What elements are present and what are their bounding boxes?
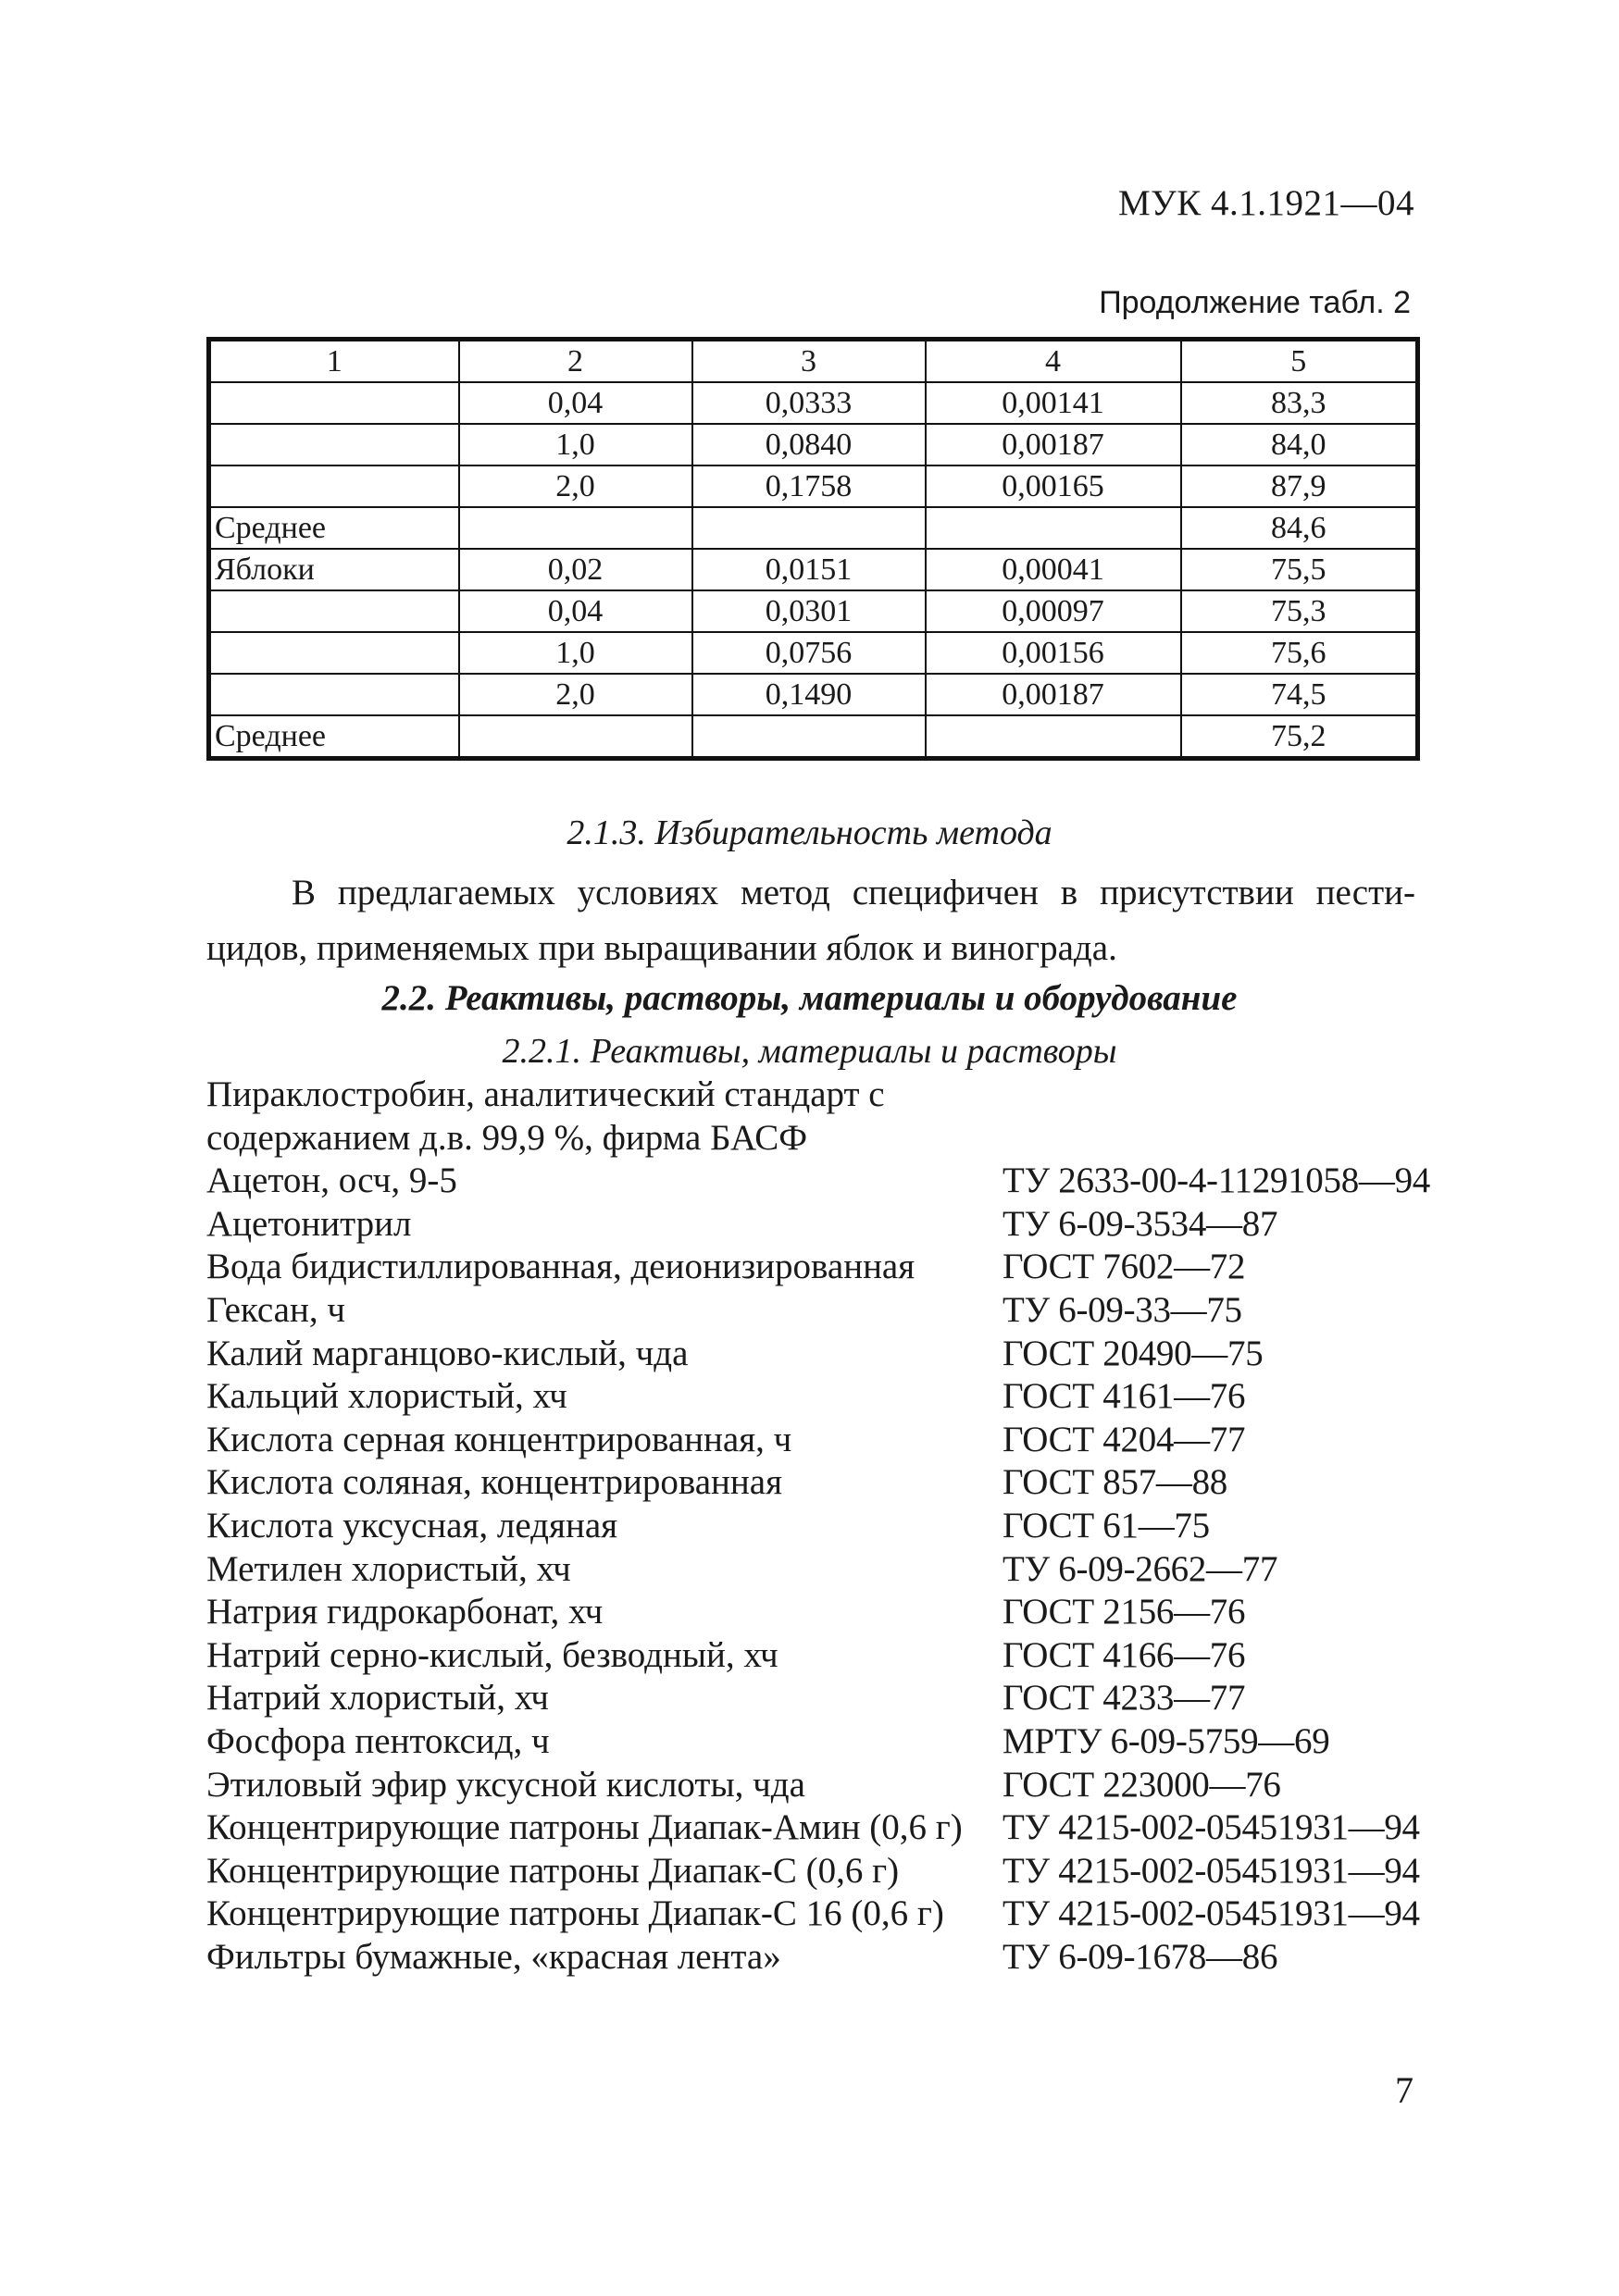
table-cell: 0,1490 — [692, 674, 926, 715]
reagent-spec: ТУ 4215-002-05451931—94 — [1003, 1850, 1420, 1891]
table-cell — [926, 715, 1181, 759]
reagent-item — [206, 1289, 1447, 1333]
reagent-name: Кислота соляная, концентрированная — [206, 1462, 783, 1503]
table-cell: 2,0 — [459, 674, 692, 715]
column-header: 3 — [692, 340, 926, 383]
table-cell: 75,6 — [1181, 632, 1418, 674]
section-2-1-3-paragraph — [206, 865, 1415, 976]
table-cell: 84,6 — [1181, 507, 1418, 549]
reagent-spec: ГОСТ 4161—76 — [1003, 1376, 1246, 1417]
reagent-name: Концентрирующие патроны Диапак-Амин (0,6 г) — [206, 1807, 963, 1848]
reagent-item — [206, 1893, 1447, 1936]
table-cell: Среднее — [209, 507, 459, 549]
reagent-item — [206, 1419, 1447, 1462]
table-cell: 0,1758 — [692, 465, 926, 507]
column-header: 5 — [1181, 340, 1418, 383]
table-cell: 0,0840 — [692, 424, 926, 465]
reagent-spec: ГОСТ 4233—77 — [1003, 1678, 1246, 1719]
reagent-spec: ГОСТ 7602—72 — [1003, 1247, 1246, 1287]
table-cell: 0,00187 — [926, 674, 1181, 715]
table-row — [209, 507, 1418, 549]
reagent-name: Натрий серно-кислый, безводный, хч — [206, 1634, 778, 1675]
reagent-spec: ГОСТ 61—75 — [1003, 1505, 1210, 1545]
reagent-item — [206, 1461, 1447, 1505]
table-cell: 0,0756 — [692, 632, 926, 674]
reagent-item — [206, 1246, 1447, 1289]
table-row — [209, 632, 1418, 674]
reagent-name: Ацетонитрил — [206, 1203, 412, 1244]
table-cell: 0,02 — [459, 549, 692, 590]
reagent-spec: ГОСТ 4166—76 — [1003, 1634, 1246, 1675]
table-cell — [209, 590, 459, 632]
section-2-1-3-title: 2.1.3. Избирательность метода — [567, 813, 1052, 852]
reagent-item — [206, 1936, 1447, 1980]
table-cell: 87,9 — [1181, 465, 1418, 507]
table-cell — [209, 424, 459, 465]
table-cell: 83,3 — [1181, 382, 1418, 424]
reagent-spec: ГОСТ 20490—75 — [1003, 1333, 1264, 1373]
reagent-spec: ТУ 6-09-3534—87 — [1003, 1203, 1278, 1244]
page-number: 7 — [1395, 2069, 1414, 2111]
reagent-item — [206, 1591, 1447, 1634]
reagent-name: Кислота уксусная, ледяная — [206, 1505, 618, 1545]
table-row — [209, 715, 1418, 759]
table-cell — [209, 632, 459, 674]
reagent-spec: ТУ 2633-00-4-11291058—94 — [1003, 1160, 1430, 1201]
reagent-name: Гексан, ч — [206, 1289, 345, 1330]
reagent-name: Кальций хлористый, хч — [206, 1376, 567, 1417]
table-cell: 0,0333 — [692, 382, 926, 424]
column-header: 1 — [209, 340, 459, 383]
reagent-item — [206, 1548, 1447, 1592]
table-cell: 0,04 — [459, 382, 692, 424]
reagent-spec: ТУ 6-09-2662—77 — [1003, 1548, 1278, 1589]
table-cell — [926, 507, 1181, 549]
reagent-spec: ТУ 6-09-1678—86 — [1003, 1936, 1278, 1977]
reagent-name: Концентрирующие патроны Диапак-С 16 (0,6 г) — [206, 1893, 944, 1934]
table-cell: 1,0 — [459, 632, 692, 674]
reagent-name: Натрий хлористый, хч — [206, 1678, 549, 1719]
table-cell: 0,00041 — [926, 549, 1181, 590]
table-cell: 84,0 — [1181, 424, 1418, 465]
table-row — [209, 674, 1418, 715]
reagent-name: Концентрирующие патроны Диапак-С (0,6 г) — [206, 1850, 900, 1891]
reagent-spec: МРТУ 6-09-5759—69 — [1003, 1720, 1330, 1761]
table-caption: Продолжение табл. 2 — [1099, 285, 1411, 320]
reagent-name: Этиловый эфир уксусной кислоты, чда — [206, 1764, 805, 1805]
table-cell — [209, 674, 459, 715]
reagent-name: Кислота серная концентрированная, ч — [206, 1419, 792, 1459]
reagent-name: Фосфора пентоксид, ч — [206, 1720, 550, 1761]
reagent-name: Пираклостробин, аналитический стандарт с — [206, 1074, 885, 1114]
table-cell — [209, 465, 459, 507]
reagent-name: Ацетон, осч, 9-5 — [206, 1160, 457, 1201]
reagent-item — [206, 1850, 1447, 1893]
section-2-2-1-title: 2.2.1. Реактивы, материалы и растворы — [502, 1032, 1117, 1071]
column-header: 2 — [459, 340, 692, 383]
table-cell — [459, 507, 692, 549]
reagent-name: содержанием д.в. 99,9 %, фирма БАСФ — [206, 1117, 808, 1158]
reagent-item — [206, 1333, 1447, 1376]
table-cell: 0,00097 — [926, 590, 1181, 632]
table-row — [209, 590, 1418, 632]
reagents-list — [206, 1074, 1447, 1979]
reagent-spec: ГОСТ 223000—76 — [1003, 1764, 1281, 1805]
reagent-spec: ТУ 4215-002-05451931—94 — [1003, 1807, 1420, 1848]
table-cell: Среднее — [209, 715, 459, 759]
table-cell: 75,2 — [1181, 715, 1418, 759]
table-row — [209, 549, 1418, 590]
reagent-name: Метилен хлористый, хч — [206, 1548, 571, 1589]
table-cell — [692, 507, 926, 549]
table-cell: 0,00165 — [926, 465, 1181, 507]
table-cell — [692, 715, 926, 759]
reagent-spec: ГОСТ 4204—77 — [1003, 1419, 1246, 1459]
reagent-item — [206, 1375, 1447, 1419]
table-cell — [209, 382, 459, 424]
table-cell: 2,0 — [459, 465, 692, 507]
reagent-spec: ГОСТ 2156—76 — [1003, 1592, 1246, 1632]
table-cell: 0,04 — [459, 590, 692, 632]
table-cell: 75,5 — [1181, 549, 1418, 590]
table-row — [209, 382, 1418, 424]
reagent-spec: ГОСТ 857—88 — [1003, 1462, 1228, 1503]
reagent-item — [206, 1074, 1447, 1117]
reagent-name: Калий марганцово-кислый, чда — [206, 1333, 689, 1373]
table-cell: 0,00156 — [926, 632, 1181, 674]
reagent-item — [206, 1677, 1447, 1720]
table-cell: 0,00141 — [926, 382, 1181, 424]
reagent-item — [206, 1160, 1447, 1203]
section-2-2-title: 2.2. Реактивы, растворы, материалы и оборудование — [381, 978, 1238, 1018]
reagent-item — [206, 1764, 1447, 1807]
table-cell: 0,0151 — [692, 549, 926, 590]
reagent-item — [206, 1806, 1447, 1850]
table-cell: 0,0301 — [692, 590, 926, 632]
reagent-name: Натрия гидрокарбонат, хч — [206, 1592, 604, 1632]
table-header-row — [209, 340, 1418, 383]
reagent-name: Вода бидистиллированная, деионизированная — [206, 1247, 915, 1287]
reagent-item — [206, 1117, 1447, 1160]
table-cell — [459, 715, 692, 759]
reagent-spec: ТУ 4215-002-05451931—94 — [1003, 1893, 1420, 1934]
results-table — [206, 337, 1420, 761]
reagent-item — [206, 1505, 1447, 1548]
table-cell: 1,0 — [459, 424, 692, 465]
table-row — [209, 424, 1418, 465]
reagent-spec: ТУ 6-09-33—75 — [1003, 1289, 1242, 1330]
document-code: МУК 4.1.1921—04 — [1117, 183, 1414, 223]
table-row — [209, 465, 1418, 507]
reagent-item — [206, 1634, 1447, 1678]
reagent-name: Фильтры бумажные, «красная лента» — [206, 1936, 781, 1977]
column-header: 4 — [926, 340, 1181, 383]
table-cell: 74,5 — [1181, 674, 1418, 715]
table-cell: 0,00187 — [926, 424, 1181, 465]
paragraph-text: В предлагаемых условиях метод специфичен в присутствии пести-цидов, применяемых при выращивании яблок и винограда. — [206, 873, 1415, 968]
table-cell: Яблоки — [209, 549, 459, 590]
table-cell: 75,3 — [1181, 590, 1418, 632]
reagent-item — [206, 1203, 1447, 1247]
reagent-item — [206, 1720, 1447, 1764]
